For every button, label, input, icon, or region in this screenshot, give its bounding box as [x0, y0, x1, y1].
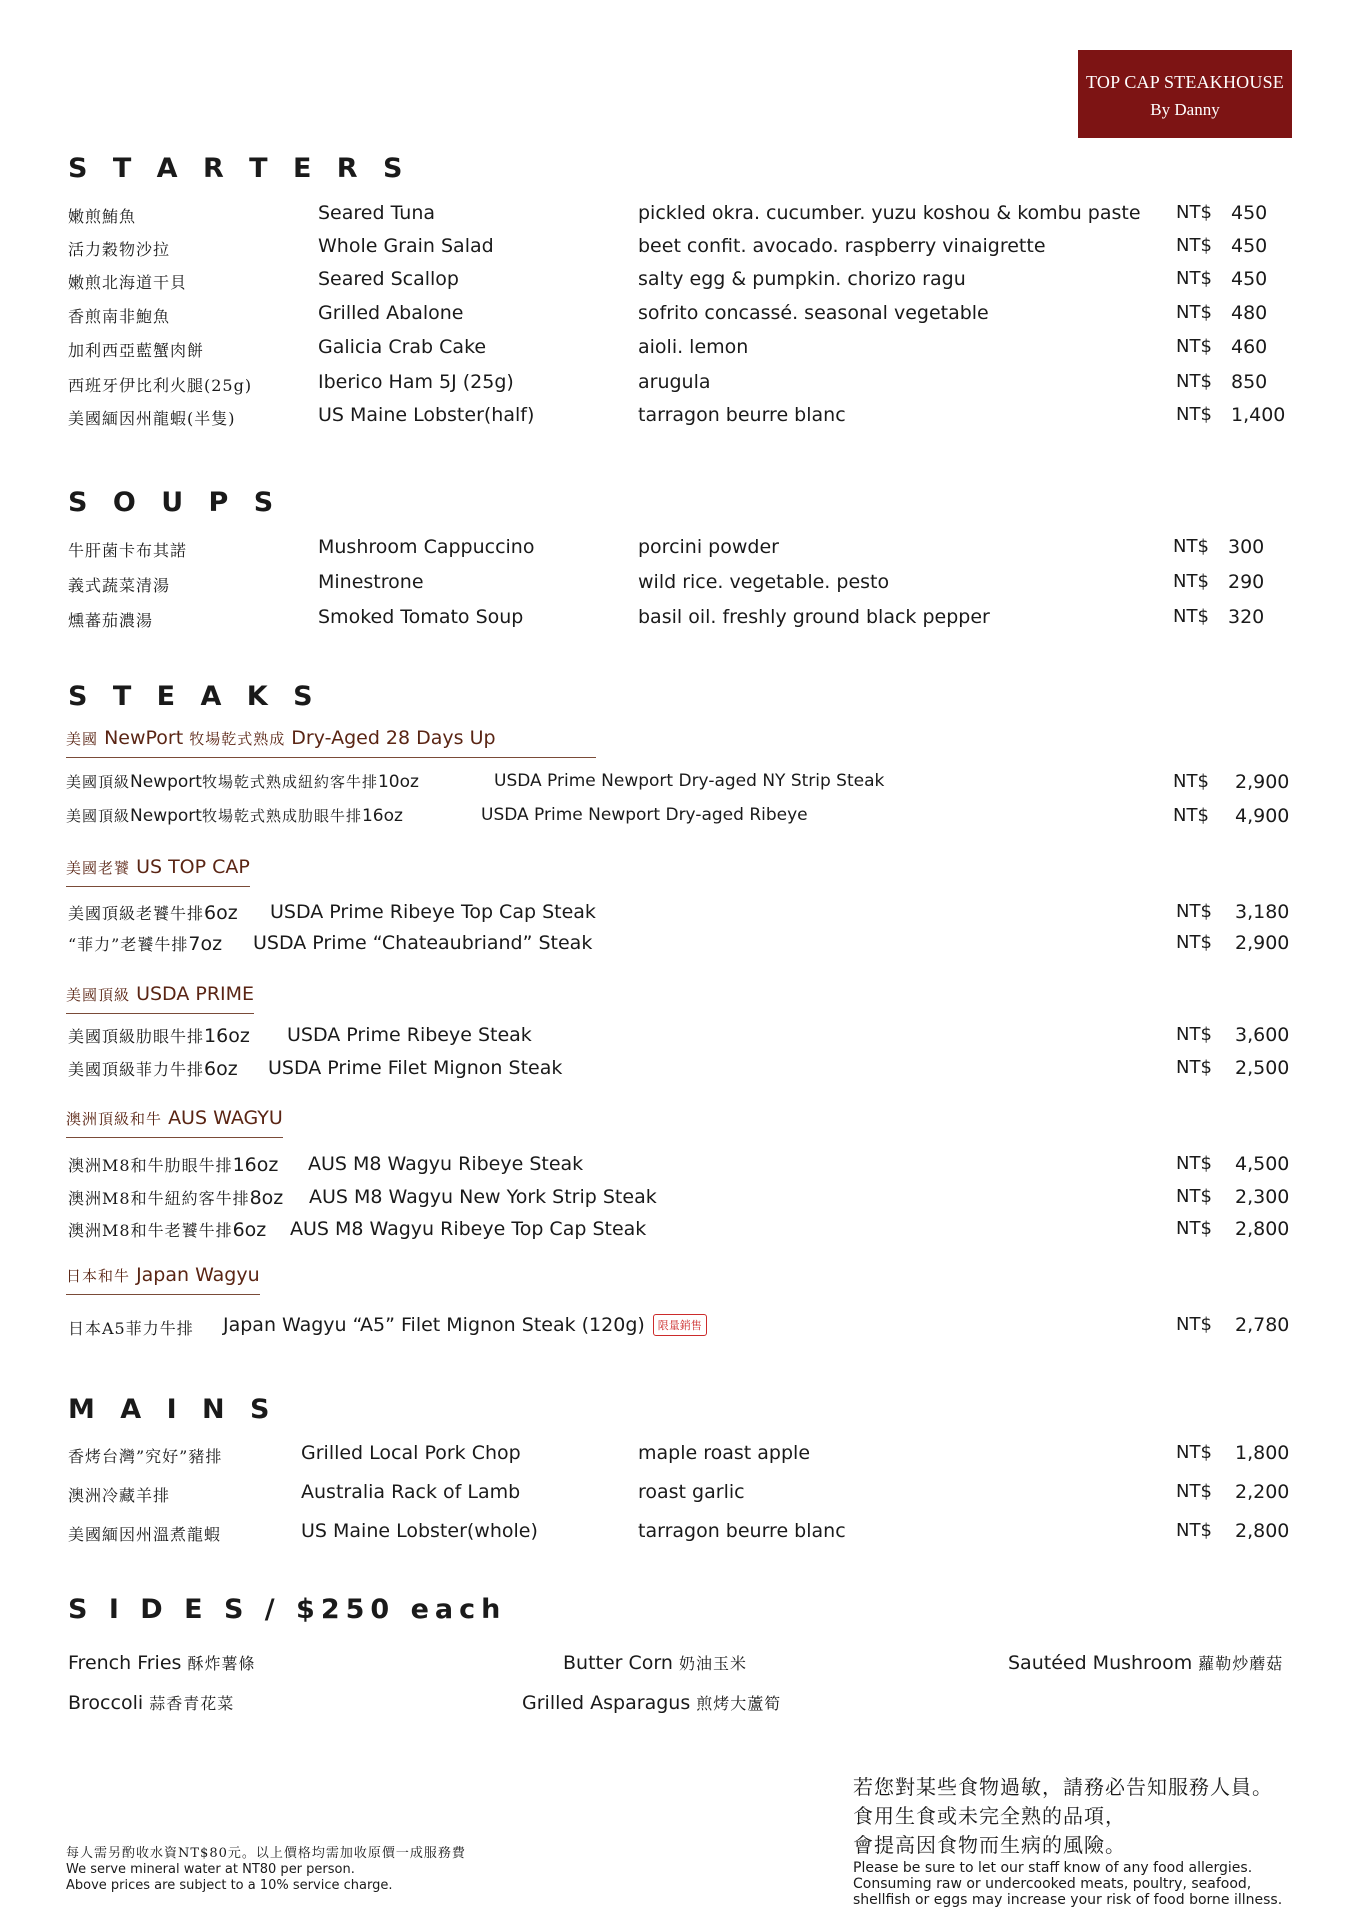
item-price: 2,900	[1235, 932, 1290, 954]
steak-subheading-usda	[66, 983, 254, 1014]
item-price: 480	[1231, 302, 1268, 324]
side-en: Grilled Asparagus	[522, 1692, 691, 1714]
steak-subheading-aus-wagyu	[66, 1107, 283, 1138]
item-price: 2,200	[1235, 1481, 1290, 1503]
item-weight: 6oz	[204, 902, 238, 924]
item-en: Australia Rack of Lamb	[301, 1481, 521, 1503]
item-zh: 美國緬因州龍蝦(半隻)	[68, 409, 236, 428]
item-price: 2,900	[1235, 771, 1290, 793]
item-zh: 澳洲冷藏羊排	[68, 1486, 171, 1505]
menu-item	[0, 571, 1357, 597]
allergy-en-1: Please be sure to let our staff know of any food allergies.	[853, 1860, 1253, 1876]
item-zh: 香烤台灣”究好”豬排	[68, 1447, 223, 1466]
allergy-zh-1: 若您對某些食物過敏，請務必告知服務人員。	[853, 1775, 1273, 1799]
item-zh: 美國緬因州溫煮龍蝦	[68, 1525, 222, 1544]
item-currency: NT$	[1176, 268, 1212, 289]
item-en: Whole Grain Salad	[318, 235, 494, 257]
item-price: 4,900	[1235, 805, 1290, 827]
item-en: AUS M8 Wagyu Ribeye Steak	[308, 1153, 584, 1175]
side-zh: 蒜香青花菜	[149, 1694, 235, 1713]
item-zh: 美國頂級老饕牛排	[68, 904, 205, 923]
item-price: 450	[1231, 235, 1268, 257]
menu-item	[0, 1218, 1357, 1244]
allergy-en-2: Consuming raw or undercooked meats, poultry, seafood,	[853, 1876, 1252, 1892]
item-currency: NT$	[1176, 1057, 1212, 1078]
menu-item	[0, 901, 1357, 927]
menu-item	[0, 1520, 1357, 1546]
side-en: Butter Corn	[563, 1652, 673, 1674]
item-zh: 澳洲M8和牛紐約客牛排	[68, 1189, 250, 1208]
item-en: Japan Wagyu “A5” Filet Mignon Steak (120g)	[223, 1314, 645, 1336]
item-en: US Maine Lobster(half)	[318, 404, 535, 426]
subheading-zh: 美國老饕	[66, 859, 131, 877]
item-en: USDA Prime Ribeye Steak	[287, 1024, 532, 1046]
subheading-zh: 牧場乾式熟成	[189, 730, 286, 748]
item-zh-name	[68, 1057, 238, 1080]
item-desc: tarragon beurre blanc	[638, 404, 846, 426]
side-item	[1008, 1651, 1283, 1674]
item-en: Grilled Local Pork Chop	[301, 1442, 521, 1464]
item-price: 850	[1231, 371, 1268, 393]
item-zh-name	[68, 1218, 266, 1241]
starters-title: S T A R T E R S	[68, 153, 411, 184]
item-weight: 16oz	[361, 806, 403, 826]
subheading-en: Japan Wagyu	[136, 1264, 260, 1286]
item-price: 460	[1231, 336, 1268, 358]
item-weight: 7oz	[188, 933, 223, 955]
item-currency: NT$	[1176, 371, 1212, 392]
item-en: AUS M8 Wagyu Ribeye Top Cap Steak	[290, 1218, 647, 1240]
subheading-zh: 美國頂級	[66, 986, 131, 1004]
side-item	[522, 1691, 781, 1714]
item-zh: 日本A5菲力牛排	[68, 1319, 194, 1338]
item-desc: maple roast apple	[638, 1442, 811, 1464]
item-zh: 燻蕃茄濃湯	[68, 611, 154, 630]
item-price: 2,300	[1235, 1186, 1290, 1208]
item-currency: NT$	[1173, 771, 1209, 792]
menu-item	[0, 1481, 1357, 1507]
item-zh: 美國頂級	[66, 807, 131, 825]
item-en: USDA Prime Filet Mignon Steak	[268, 1057, 563, 1079]
item-en: AUS M8 Wagyu New York Strip Steak	[309, 1186, 657, 1208]
item-zh: 牧場乾式熟成肋眼牛排	[201, 807, 362, 825]
logo-byline: By Danny	[1150, 100, 1220, 119]
menu-item	[0, 1153, 1357, 1179]
item-currency: NT$	[1176, 1481, 1212, 1502]
item-zh-name	[68, 932, 222, 955]
subheading-zh: 澳洲頂級和牛	[66, 1110, 163, 1128]
subheading-zh: 日本和牛	[66, 1267, 131, 1285]
sides-title: S I D E S / $250 each	[68, 1594, 507, 1625]
side-zh: 奶油玉米	[678, 1654, 747, 1673]
menu-item	[0, 268, 1357, 294]
item-zh-name	[68, 901, 238, 924]
allergy-zh-2: 食用生食或未完全熟的品項，	[853, 1804, 1126, 1828]
subheading-en: USDA PRIME	[136, 983, 255, 1005]
item-currency: NT$	[1176, 336, 1212, 357]
item-zh: 活力穀物沙拉	[68, 240, 171, 259]
mains-title: M A I N S	[68, 1394, 278, 1425]
allergy-notice	[853, 1773, 1282, 1908]
item-en: Seared Scallop	[318, 268, 459, 290]
item-currency: NT$	[1176, 1186, 1212, 1207]
item-en: USDA Prime Newport Dry-aged NY Strip Steak	[494, 771, 885, 791]
item-currency: NT$	[1173, 805, 1209, 826]
service-charge-note	[66, 1846, 466, 1894]
menu-item	[0, 536, 1357, 562]
item-zh: 香煎南非鮑魚	[68, 307, 171, 326]
side-zh: 蘿勒炒蘑菇	[1198, 1654, 1284, 1673]
subheading-en: Dry-Aged 28 Days Up	[291, 727, 496, 749]
item-zh: 美國頂級肋眼牛排	[68, 1027, 205, 1046]
menu-item	[0, 805, 1357, 831]
item-price: 320	[1228, 606, 1265, 628]
item-desc: wild rice. vegetable. pesto	[638, 571, 890, 593]
item-price: 1,800	[1235, 1442, 1290, 1464]
steak-subheading-topcap	[66, 856, 250, 887]
item-desc: tarragon beurre blanc	[638, 1520, 846, 1542]
item-brand: Newport	[130, 772, 202, 792]
side-en: Sautéed Mushroom	[1008, 1652, 1193, 1674]
menu-item	[0, 202, 1357, 228]
item-price: 4,500	[1235, 1153, 1290, 1175]
service-note-en-1: We serve mineral water at NT80 per person.	[66, 1862, 355, 1877]
steak-subheading-newport	[66, 727, 596, 758]
steak-subheading-japan-wagyu	[66, 1264, 260, 1295]
side-zh: 煎烤大蘆筍	[696, 1694, 782, 1713]
item-currency: NT$	[1176, 302, 1212, 323]
service-note-zh: 每人需另酌收水資NT$80元。以上價格均需加收原價一成服務費	[66, 1846, 466, 1861]
item-desc: basil oil. freshly ground black pepper	[638, 606, 990, 628]
item-zh: 嫩煎北海道干貝	[68, 273, 188, 292]
menu-item	[0, 336, 1357, 362]
item-price: 1,400	[1231, 404, 1286, 426]
menu-item	[0, 371, 1357, 397]
item-currency: NT$	[1176, 202, 1212, 223]
item-en: US Maine Lobster(whole)	[301, 1520, 538, 1542]
item-price: 2,500	[1235, 1057, 1290, 1079]
item-zh: 牛肝菌卡布其諾	[68, 541, 188, 560]
item-zh: 澳洲M8和牛肋眼牛排	[68, 1156, 233, 1175]
menu-item	[0, 1024, 1357, 1050]
item-price: 450	[1231, 268, 1268, 290]
menu-item	[0, 404, 1357, 430]
item-en: USDA Prime Ribeye Top Cap Steak	[270, 901, 596, 923]
item-price: 300	[1228, 536, 1265, 558]
item-brand: Newport	[130, 806, 202, 826]
item-en: Mushroom Cappuccino	[318, 536, 535, 558]
item-price: 450	[1231, 202, 1268, 224]
subheading-en: NewPort	[104, 727, 184, 749]
item-zh: 美國頂級	[66, 773, 131, 791]
soups-title: S O U P S	[68, 487, 282, 518]
item-currency: NT$	[1176, 1520, 1212, 1541]
item-currency: NT$	[1176, 1218, 1212, 1239]
item-zh-name	[68, 1153, 278, 1176]
item-zh-name	[68, 1186, 283, 1209]
side-item	[68, 1691, 234, 1714]
item-zh-name	[68, 1024, 250, 1047]
item-weight: 6oz	[232, 1219, 267, 1241]
allergy-zh-3: 會提高因食物而生病的風險。	[853, 1833, 1126, 1857]
item-desc: aioli. lemon	[638, 336, 749, 358]
subheading-en: AUS WAGYU	[168, 1107, 283, 1129]
menu-item	[0, 235, 1357, 261]
item-zh: 澳洲M8和牛老饕牛排	[68, 1221, 233, 1240]
subheading-en: US TOP CAP	[136, 856, 250, 878]
item-desc: sofrito concassé. seasonal vegetable	[638, 302, 989, 324]
item-zh: 加利西亞藍蟹肉餅	[68, 341, 205, 360]
item-en: Seared Tuna	[318, 202, 436, 224]
item-zh: “菲力”老饕牛排	[68, 935, 189, 954]
item-desc: beet confit. avocado. raspberry vinaigrette	[638, 235, 1046, 257]
item-currency: NT$	[1176, 404, 1212, 425]
item-currency: NT$	[1176, 1442, 1212, 1463]
service-note-en-2: Above prices are subject to a 10% service charge.	[66, 1878, 393, 1893]
item-en: USDA Prime “Chateaubriand” Steak	[253, 932, 593, 954]
side-item	[563, 1651, 747, 1674]
item-weight: 16oz	[204, 1025, 250, 1047]
item-zh: 牧場乾式熟成紐約客牛排	[201, 773, 378, 791]
item-currency: NT$	[1173, 571, 1209, 592]
menu-item	[0, 1186, 1357, 1212]
item-desc: arugula	[638, 371, 711, 393]
item-en-wrap	[223, 1314, 702, 1336]
item-zh: 嫩煎鮪魚	[68, 207, 137, 226]
menu-item	[0, 1442, 1357, 1468]
item-price: 290	[1228, 571, 1265, 593]
subheading-zh: 美國	[66, 730, 99, 748]
item-zh: 義式蔬菜清湯	[68, 576, 171, 595]
side-en: Broccoli	[68, 1692, 144, 1714]
limited-badge: 限量銷售	[653, 1314, 707, 1336]
item-currency: NT$	[1173, 536, 1209, 557]
item-desc: porcini powder	[638, 536, 779, 558]
menu-item	[0, 932, 1357, 958]
item-currency: NT$	[1176, 901, 1212, 922]
item-currency: NT$	[1176, 235, 1212, 256]
item-en: Iberico Ham 5J (25g)	[318, 371, 514, 393]
item-zh: 美國頂級菲力牛排	[68, 1060, 205, 1079]
menu-item	[0, 1057, 1357, 1083]
restaurant-logo	[1078, 50, 1292, 138]
item-price: 2,800	[1235, 1520, 1290, 1542]
side-zh: 酥炸薯條	[187, 1654, 256, 1673]
item-weight: 16oz	[232, 1154, 279, 1176]
item-desc: salty egg & pumpkin. chorizo ragu	[638, 268, 966, 290]
item-currency: NT$	[1176, 1024, 1212, 1045]
logo-name: TOP CAP STEAKHOUSE	[1086, 72, 1284, 92]
menu-item	[0, 771, 1357, 797]
item-en: Smoked Tomato Soup	[318, 606, 524, 628]
item-en: USDA Prime Newport Dry-aged Ribeye	[481, 805, 808, 825]
item-en: Galicia Crab Cake	[318, 336, 487, 358]
allergy-en-3: shellfish or eggs may increase your risk of food borne illness.	[853, 1892, 1283, 1908]
item-weight: 8oz	[249, 1187, 284, 1209]
item-price: 3,180	[1235, 901, 1290, 923]
item-zh-name	[66, 805, 403, 826]
side-en: French Fries	[68, 1652, 182, 1674]
item-en: Grilled Abalone	[318, 302, 464, 324]
item-price: 2,780	[1235, 1314, 1290, 1336]
item-currency: NT$	[1173, 606, 1209, 627]
steaks-title: S T E A K S	[68, 681, 321, 712]
side-item	[68, 1651, 256, 1674]
item-en: Minestrone	[318, 571, 424, 593]
item-currency: NT$	[1176, 1314, 1212, 1335]
item-price: 3,600	[1235, 1024, 1290, 1046]
item-zh: 西班牙伊比利火腿(25g)	[68, 376, 253, 395]
item-desc: pickled okra. cucumber. yuzu koshou & kombu paste	[638, 202, 1141, 224]
item-weight: 6oz	[204, 1058, 238, 1080]
menu-item	[0, 1314, 1357, 1340]
item-currency: NT$	[1176, 1153, 1212, 1174]
item-weight: 10oz	[377, 772, 419, 792]
item-currency: NT$	[1176, 932, 1212, 953]
menu-item	[0, 302, 1357, 328]
menu-item	[0, 606, 1357, 632]
item-price: 2,800	[1235, 1218, 1290, 1240]
item-zh-name	[66, 771, 419, 792]
item-desc: roast garlic	[638, 1481, 745, 1503]
